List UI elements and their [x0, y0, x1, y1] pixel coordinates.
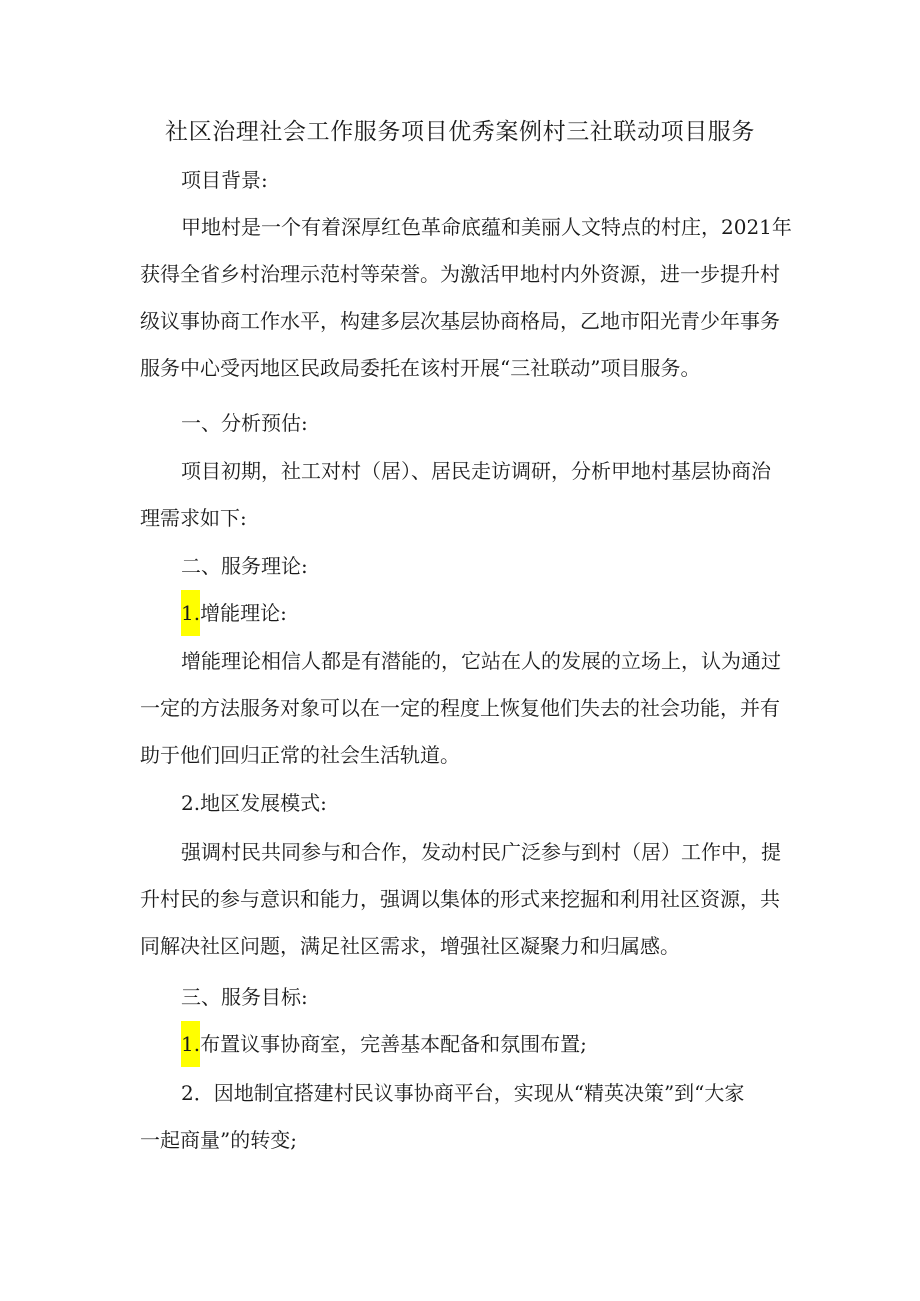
section1-paragraph	[140, 448, 790, 542]
theory2-paragraph	[140, 829, 790, 970]
text-line: 理需求如下:	[140, 506, 247, 530]
highlight-number: 1.	[181, 590, 200, 636]
theory1-heading	[140, 590, 831, 637]
text-line: 2．因地制宜搭建村民议事协商平台，实现从“精英决策”到“大家	[181, 1081, 745, 1105]
background-heading: 项目背景:	[181, 168, 268, 192]
section3-heading: 三、服务目标:	[181, 985, 308, 1009]
text-line: 升村民的参与意识和能力，强调以集体的形式来挖掘和利用社区资源，共	[140, 887, 780, 911]
text-line: 项目初期，社工对村（居）、居民走访调研，分析甲地村基层协商治	[181, 459, 771, 483]
document-title: 社区治理社会工作服务项目优秀案例村三社联动项目服务	[165, 119, 755, 145]
text-line: 同解决社区问题，满足社区需求，增强社区凝聚力和归属感。	[140, 934, 680, 958]
text-line: 一定的方法服务对象可以在一定的程度上恢复他们失去的社会功能，并有	[140, 696, 780, 720]
goal2-paragraph	[140, 1070, 790, 1164]
theory1-paragraph	[140, 638, 790, 779]
text-line: 服务中心受丙地区民政局委托在该村开展“三社联动”项目服务。	[140, 356, 701, 380]
text-line: 甲地村是一个有着深厚红色革命底蕴和美丽人文特点的村庄，2021年	[181, 215, 792, 239]
text-line: 获得全省乡村治理示范村等荣誉。为激活甲地村内外资源，进一步提升村	[140, 262, 780, 286]
section2-heading: 二、服务理论:	[181, 554, 308, 578]
text-line: 一起商量”的转变;	[140, 1128, 297, 1152]
text-line: 增能理论相信人都是有潜能的，它站在人的发展的立场上，认为通过	[181, 649, 781, 673]
theory1-label: 增能理论:	[200, 601, 287, 625]
text-line: 级议事协商工作水平，构建多层次基层协商格局，乙地市阳光青少年事务	[140, 309, 780, 333]
section1-heading: 一、分析预估:	[181, 411, 308, 435]
theory2-heading: 2.地区发展模式:	[181, 791, 327, 815]
background-paragraph	[140, 204, 790, 392]
text-line: 强调村民共同参与和合作，发动村民广泛参与到村（居）工作中，提	[181, 840, 781, 864]
highlight-number: 1.	[181, 1021, 200, 1067]
goal1-text: 布置议事协商室，完善基本配备和氛围布置;	[200, 1032, 587, 1056]
text-line: 助于他们回归正常的社会生活轨道。	[140, 743, 460, 767]
goal1-line	[140, 1021, 831, 1068]
